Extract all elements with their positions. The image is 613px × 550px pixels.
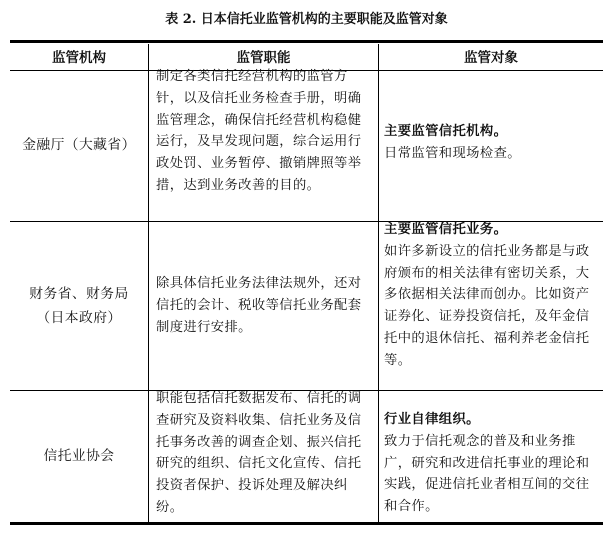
table-bottom-rule: [10, 522, 603, 525]
row2-target: [384, 219, 599, 389]
row3-target: [384, 409, 599, 521]
row2-target-title: 主要监管信托业务。: [384, 222, 508, 237]
row1-target: [384, 121, 599, 171]
header-target: 监管对象: [464, 50, 518, 66]
row3-agency: [10, 391, 148, 522]
supervision-table: [10, 40, 603, 525]
header-functions: 监管职能: [236, 50, 291, 66]
row3-target-title: 行业自律组织。: [384, 412, 480, 427]
header-agency: 监管机构: [52, 50, 106, 66]
table-top-rule: [10, 40, 603, 43]
row3-agency-text: 信托业协会: [43, 447, 115, 464]
row1-target-text: 日常监管和现场检查。: [384, 145, 521, 161]
row3-functions: 职能包括信托数据发布、信托的调查研究及资料收集、信托业务及信托事务改善的调查企划、振兴信托研究的组织、信托文化宣传、信托投资者保护、投诉处理及解决纠纷。: [156, 391, 362, 515]
row3-target-text: 致力于信托观念的普及和业务推广，研究和改进信托事业的理论和实践，促进信托业者相互间的交往和合作。: [384, 433, 590, 515]
row1-functions: 制定各类信托经营机构的监管方针，以及信托业务检查手册，明确监管理念，确保信托经营机构稳健运行，及早发现问题，综合运用行政处罚、业务暂停、撤销牌照等举措，达到业务改善的目的。: [156, 69, 362, 193]
row2-target-text: 如许多新设立的信托业务都是与政府颁布的相关法律有密切关系，大多依据相关法律而创办。比如资产证券化、证券投资信托，及年金信托中的退休信托、福利养老金信托等。: [384, 243, 590, 368]
column-divider-2: [378, 44, 379, 525]
row2-functions: 除具体信托业务法律法规外，还对信托的会计、税收等信托业务配套制度进行安排。: [156, 276, 362, 335]
table-caption: 表 2. 日本信托业监管机构的主要职能及监管对象: [165, 12, 448, 27]
row1-target-title: 主要监管信托机构。: [384, 124, 508, 139]
row2-agency-text: 财务省、财务局（日本政府）: [29, 286, 129, 326]
row1-agency: [10, 71, 148, 221]
row1-agency-text: 金融厅（大藏省）: [22, 137, 136, 154]
column-divider-1: [148, 44, 149, 525]
row2-agency: [10, 222, 148, 390]
